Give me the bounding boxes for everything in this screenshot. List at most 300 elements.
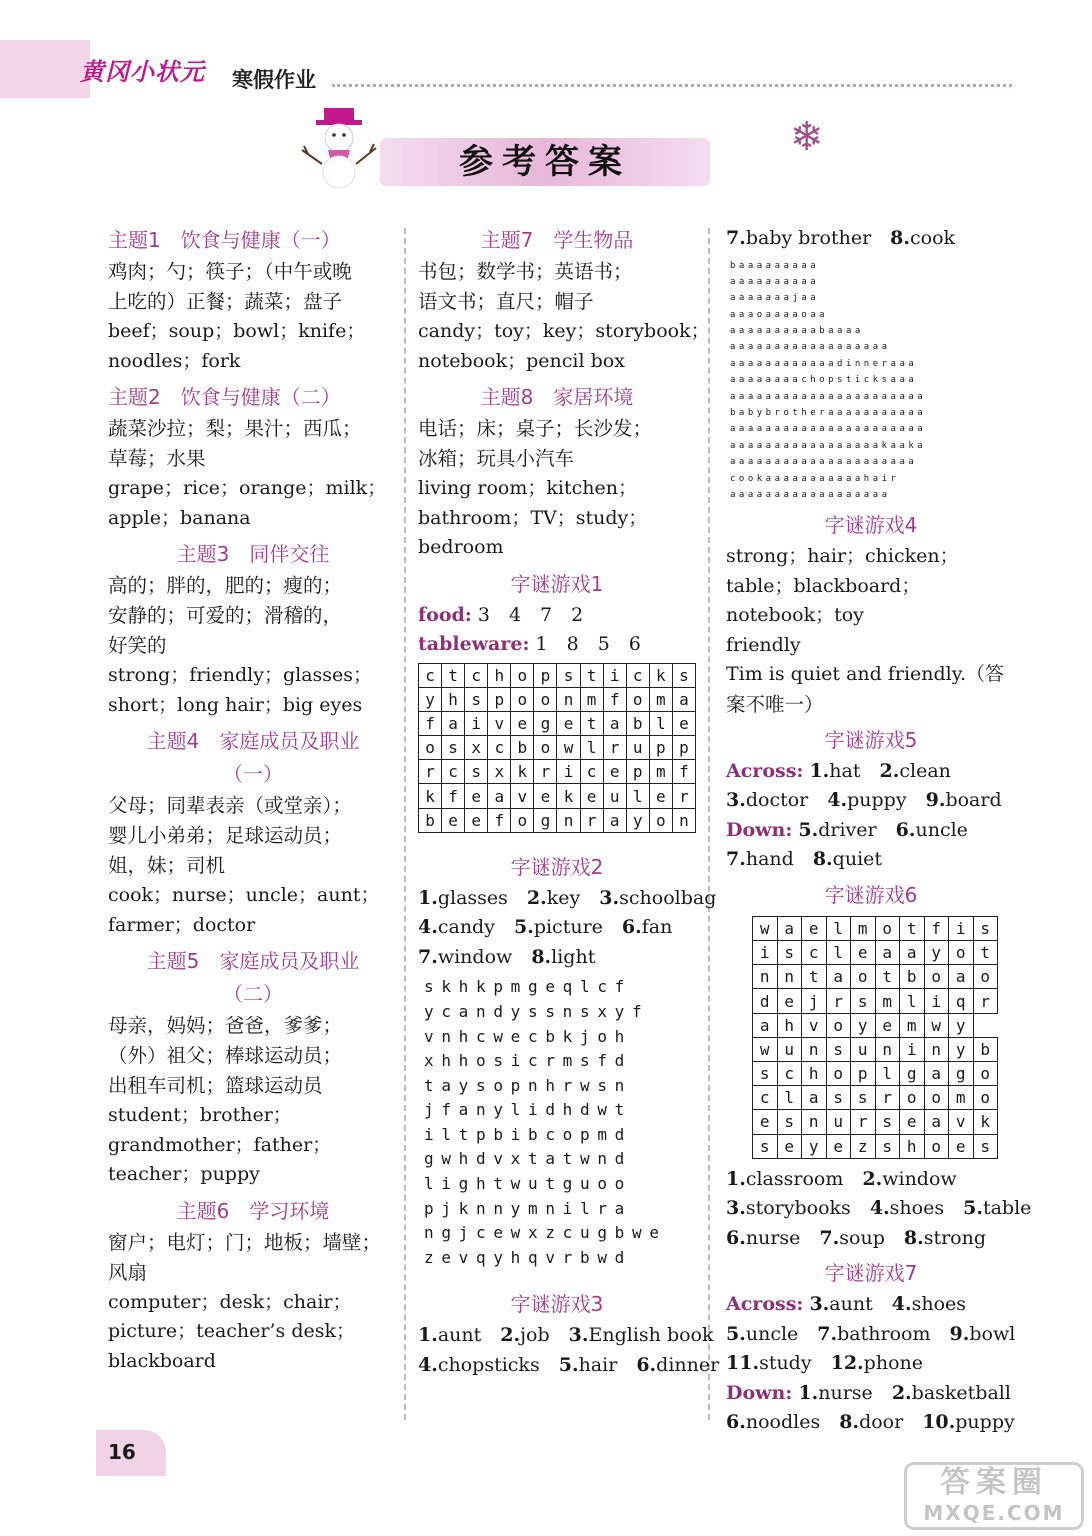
answer-line: table；blackboard；	[726, 574, 921, 597]
grid-row: aaaaaaaaaaaadinneraaa	[730, 358, 918, 369]
answer-line	[418, 943, 696, 973]
answer-line: strong；hair；chicken；	[726, 545, 959, 568]
grid-cell: s	[753, 1134, 778, 1158]
grid-cell: i	[557, 760, 580, 784]
grid-row: aaaaaaaaaaaaaaaaaa	[730, 342, 891, 353]
item-number: 2.	[500, 1324, 521, 1347]
watermark	[904, 1462, 1084, 1530]
grid-cell: a	[603, 808, 626, 832]
grid-cell: y	[924, 941, 949, 965]
answer-line	[418, 1321, 714, 1351]
grid-cell: o	[534, 687, 557, 711]
grid-cell: s	[557, 663, 580, 687]
item-answer: window	[882, 1167, 957, 1190]
grid-row	[419, 687, 696, 711]
grid-row: aaaaaaaaaaaaaaaaaa	[730, 489, 891, 500]
grid-row: aaaaaaaaaaaaaaaaaaaaa	[730, 457, 918, 468]
item-answer: storybooks	[745, 1197, 851, 1220]
grid-cell: o	[900, 1086, 925, 1110]
grid-row: vnhcwecbkjoh	[424, 1026, 632, 1046]
section-title: 主题8 家居环境	[480, 385, 634, 409]
grid-cell: f	[603, 687, 626, 711]
item-answer: key	[546, 886, 581, 909]
answer-line: strong；friendly；glasses；	[108, 664, 373, 686]
grid-cell: f	[924, 916, 949, 940]
answer-line: beef；soup；bowl；knife；	[108, 320, 366, 342]
grid-cell: i	[900, 1037, 925, 1061]
across-label: Across:	[726, 759, 804, 782]
grid-cell: d	[753, 989, 778, 1013]
grid-cell: e	[753, 1110, 778, 1134]
item-answer: door	[859, 1411, 904, 1434]
grid-cell: h	[900, 1134, 925, 1158]
grid-row: aaaaaaaaaaaaaaaaaaaaaa	[730, 391, 927, 402]
grid-cell: n	[777, 965, 802, 989]
item-answer: English book	[588, 1324, 714, 1347]
grid-cell: a	[802, 1086, 827, 1110]
grid-cell: i	[603, 663, 626, 687]
item-number: 8.	[839, 1411, 860, 1434]
grid-cell: e	[442, 808, 465, 832]
grid-cell: v	[802, 1013, 827, 1037]
grid-row: ycandyssnsxyf	[424, 1001, 650, 1021]
answer-line: candy；toy；key；storybook；	[418, 320, 710, 342]
item-answer: aunt	[437, 1324, 482, 1347]
item-number: 5.	[558, 1353, 579, 1376]
answer-line: noodles；fork	[108, 349, 241, 372]
grid-cell: c	[802, 941, 827, 965]
answer-line	[726, 1194, 1032, 1224]
tableware-label: tableware:	[418, 633, 530, 655]
item-number: 11.	[726, 1352, 760, 1375]
item-number: 8.	[531, 945, 552, 968]
item-number: 4.	[418, 1353, 438, 1376]
grid-cell: r	[851, 1110, 876, 1134]
puzzle-title: 字谜游戏2	[510, 854, 604, 879]
item-number: 5.	[963, 1197, 983, 1220]
grid-cell: e	[777, 989, 802, 1013]
item-number: 5.	[513, 916, 534, 939]
answer-line: student；brother；	[108, 1104, 292, 1126]
section-title: 主题3 同伴交往	[176, 542, 330, 566]
answer-line	[726, 1408, 1016, 1438]
item-number: 3.	[599, 886, 620, 909]
grid-cell: o	[626, 687, 649, 711]
grid-cell: s	[973, 916, 998, 940]
answer-line	[726, 224, 1016, 254]
grid-row	[753, 1061, 998, 1085]
grid-cell: f	[672, 760, 695, 784]
grid-cell: s	[875, 1110, 900, 1134]
item-answer: bowl	[969, 1322, 1016, 1345]
grid-row: gwhdvxtatwnd	[424, 1149, 632, 1169]
grid-row	[419, 808, 696, 832]
answer-line: apple；banana	[108, 506, 251, 529]
grid-cell: t	[580, 663, 603, 687]
grid-cell: r	[973, 989, 998, 1013]
grid-row	[753, 1134, 998, 1158]
answer-column-2	[418, 224, 720, 1380]
grid-row: taysopnhrwsn	[424, 1075, 632, 1095]
grid-cell: k	[649, 663, 672, 687]
grid-cell: o	[419, 736, 442, 760]
puzzle-title: 字谜游戏7	[824, 1261, 918, 1286]
answer-line	[798, 1382, 1011, 1404]
item-number: 7.	[817, 1322, 838, 1345]
grid-cell: t	[900, 916, 925, 940]
grid-cell: e	[465, 784, 488, 808]
item-answer: shoes	[911, 1293, 967, 1316]
answer-line: teacher；puppy	[108, 1163, 260, 1185]
grid-cell: u	[777, 1037, 802, 1061]
grid-cell: l	[875, 1061, 900, 1085]
item-number: 12.	[830, 1352, 864, 1375]
grid-cell: h	[488, 663, 511, 687]
item-answer: chopsticks	[437, 1353, 540, 1376]
answer-line: 姐，妹；司机	[108, 854, 226, 877]
grid-row	[753, 941, 998, 965]
item-number: 8.	[890, 227, 911, 249]
grid-cell: e	[511, 711, 534, 735]
section-subtitle: （二）	[223, 982, 283, 1006]
item-number: 2.	[891, 1381, 912, 1404]
grid-cell: e	[672, 711, 695, 735]
grid-cell: u	[626, 736, 649, 760]
answer-line: 窗户；电灯；门；地板；墙壁；	[108, 1230, 382, 1254]
answer-line	[726, 1349, 1016, 1379]
grid-cell: x	[488, 760, 511, 784]
answer-line: 鸡肉；勺；筷子；（中午或晚	[108, 260, 352, 283]
answer-line: computer；desk；chair；	[108, 1290, 352, 1313]
grid-row	[419, 736, 696, 760]
item-number: 1.	[418, 886, 438, 909]
item-number: 1.	[418, 1324, 438, 1347]
grid-cell: r	[672, 784, 695, 808]
answer-line	[726, 1165, 1016, 1195]
answer-line: 婴儿小弟弟；足球运动员；	[108, 824, 343, 847]
puzzle-title: 字谜游戏1	[510, 571, 604, 596]
answer-line: 语文书；直尺；帽子	[418, 290, 594, 313]
grid-cell: a	[924, 1110, 949, 1134]
item-number: 7.	[726, 848, 746, 871]
grid-cell: l	[900, 989, 925, 1013]
answer-line: short；long hair；big eyes	[108, 693, 363, 716]
section-title: 主题6 学习环境	[176, 1198, 330, 1223]
grid-cell: p	[851, 1061, 876, 1085]
grid-cell: o	[649, 808, 672, 832]
item-number: 8.	[812, 848, 833, 871]
answer-line: 冰箱；玩具小汽车	[418, 447, 575, 470]
grid-cell: c	[488, 736, 511, 760]
grid-cell: c	[626, 663, 649, 687]
grid-cell: e	[534, 784, 557, 808]
grid-cell: v	[511, 784, 534, 808]
answer-line	[418, 884, 717, 914]
grid-cell: t	[875, 965, 900, 989]
item-answer: soup	[839, 1226, 885, 1249]
column-divider	[708, 228, 710, 1420]
grid-cell: b	[626, 711, 649, 735]
item-answer: nurse	[818, 1381, 873, 1404]
grid-cell: p	[626, 760, 649, 784]
grid-cell: l	[826, 941, 851, 965]
item-answer: puppy	[847, 789, 907, 812]
item-answer: driver	[818, 818, 877, 841]
grid-cell: n	[802, 1110, 827, 1134]
column-divider	[404, 228, 406, 1420]
grid-row: aaaaaaaaaabaaaa	[730, 326, 864, 337]
answer-line: 风扇	[108, 1260, 148, 1284]
answer-line	[418, 1351, 720, 1381]
item-answer: hand	[745, 848, 794, 871]
grid-cell: v	[949, 1110, 974, 1134]
grid-cell: h	[802, 1061, 827, 1085]
across-label: Across:	[726, 1293, 804, 1316]
grid-row	[419, 711, 696, 735]
grid-row: aaaoaaaaoaa	[730, 309, 829, 320]
tableware-answer: 1 8 5 6	[535, 633, 641, 655]
item-answer: light	[551, 945, 596, 968]
item-number: 2.	[862, 1167, 883, 1190]
grid-cell: n	[672, 808, 695, 832]
answer-line: grape；rice；orange；milk；	[108, 477, 387, 499]
grid-cell: w	[557, 736, 580, 760]
watermark-text: 答案圈	[940, 1465, 1048, 1500]
grid-cell: b	[973, 1037, 998, 1061]
item-number: 2.	[879, 759, 900, 782]
grid-cell: m	[580, 687, 603, 711]
item-answer: puppy	[955, 1411, 1015, 1434]
item-number: 4.	[891, 1293, 912, 1316]
grid-cell: o	[826, 1061, 851, 1085]
grid-cell: a	[442, 711, 465, 735]
puzzle-title: 字谜游戏3	[510, 1292, 604, 1317]
grid-cell: c	[419, 663, 442, 687]
grid-cell: c	[465, 663, 488, 687]
grid-cell: e	[557, 711, 580, 735]
answer-line: blackboard	[108, 1349, 216, 1372]
item-answer: baby brother	[745, 227, 872, 249]
grid-cell: j	[802, 989, 827, 1013]
grid-cell: o	[924, 1134, 949, 1158]
answer-line: notebook；pencil box	[418, 349, 625, 372]
answer-line: cook；nurse；uncle；aunt；	[108, 884, 380, 906]
grid-row	[753, 916, 998, 940]
series-title: 寒假作业	[232, 68, 316, 92]
grid-cell: o	[924, 1086, 949, 1110]
item-answer: noodles	[745, 1411, 821, 1434]
grid-cell: p	[649, 736, 672, 760]
grid-cell: e	[949, 1134, 974, 1158]
item-answer: board	[945, 789, 1002, 812]
grid-row	[753, 1013, 998, 1037]
grid-row	[753, 1037, 998, 1061]
grid-row: skhkpmgeqlcf	[424, 977, 632, 997]
item-answer: quiet	[832, 848, 883, 871]
grid-cell: o	[511, 808, 534, 832]
grid-row: lightwutguoo	[424, 1174, 632, 1194]
grid-cell: c	[777, 1061, 802, 1085]
answer-line	[726, 1320, 1016, 1350]
grid-row: baaaaaaaaa	[730, 260, 820, 271]
grid-row: ngjcewxzcugbwe	[424, 1223, 667, 1243]
grid-cell: m	[649, 760, 672, 784]
grid-cell: o	[949, 941, 974, 965]
grid-cell: a	[603, 711, 626, 735]
grid-cell: b	[511, 736, 534, 760]
grid-cell: y	[949, 1037, 974, 1061]
item-answer: hat	[829, 759, 861, 782]
grid-cell: s	[826, 1037, 851, 1061]
grid-cell: s	[875, 1134, 900, 1158]
grid-row	[419, 760, 696, 784]
grid-cell: s	[442, 736, 465, 760]
grid-cell: l	[777, 1086, 802, 1110]
grid-cell: o	[851, 965, 876, 989]
grid-cell: v	[488, 711, 511, 735]
item-number: 3.	[726, 789, 746, 812]
answer-line	[809, 1293, 966, 1315]
grid-cell: e	[875, 1013, 900, 1037]
grid-cell: a	[826, 965, 851, 989]
grid-cell: r	[534, 760, 557, 784]
section-subtitle: （一）	[223, 762, 283, 786]
grid-cell: m	[875, 989, 900, 1013]
answer-line: picture；teacher’s desk；	[108, 1320, 355, 1342]
item-number: 7.	[726, 227, 746, 249]
item-number: 3.	[568, 1324, 589, 1347]
answer-line: living room；kitchen；	[418, 477, 637, 499]
grid-cell: a	[900, 941, 925, 965]
item-answer: candy	[437, 916, 495, 939]
grid-cell: h	[777, 1013, 802, 1037]
answer-line	[809, 760, 950, 782]
item-number: 6.	[895, 818, 916, 841]
item-answer: schoolbag	[619, 886, 717, 909]
answer-line: bathroom；TV；study；	[418, 506, 648, 529]
grid-cell: o	[511, 687, 534, 711]
watermark-url: MXQE.COM	[923, 1501, 1065, 1525]
grid-cell: t	[973, 941, 998, 965]
item-answer: picture	[533, 916, 603, 939]
grid-cell: s	[851, 989, 876, 1013]
grid-cell: y	[626, 808, 649, 832]
answer-line: 高的；胖的，肥的；瘦的；	[108, 574, 343, 597]
grid-cell: y	[419, 687, 442, 711]
grid-cell: g	[534, 808, 557, 832]
item-number: 4.	[418, 916, 438, 939]
item-number: 6.	[726, 1411, 746, 1434]
answer-line: friendly	[726, 633, 801, 656]
grid-row: jfanylidhdwt	[424, 1100, 632, 1120]
answer-line: farmer；doctor	[108, 913, 256, 936]
answer-line	[418, 913, 696, 943]
answer-line: bedroom	[418, 536, 504, 558]
grid-row	[753, 1086, 998, 1110]
item-number: 4.	[827, 789, 848, 812]
grid-cell: n	[875, 1037, 900, 1061]
header-band	[0, 40, 90, 98]
word-search-grid-1	[418, 663, 696, 833]
item-answer: table	[982, 1197, 1032, 1220]
grid-cell: s	[973, 1134, 998, 1158]
grid-row: iltpbibcopmd	[424, 1124, 632, 1144]
grid-cell: o	[973, 965, 998, 989]
grid-cell: s	[753, 1061, 778, 1085]
section-title: 主题5 家庭成员及职业	[146, 949, 360, 973]
grid-cell: w	[924, 1013, 949, 1037]
grid-cell: r	[826, 989, 851, 1013]
grid-cell: p	[488, 687, 511, 711]
grid-cell: y	[851, 1013, 876, 1037]
grid-cell: y	[949, 1013, 974, 1037]
grid-cell: l	[626, 784, 649, 808]
grid-cell: f	[419, 711, 442, 735]
grid-cell: k	[511, 760, 534, 784]
snowman-icon	[298, 106, 380, 190]
item-answer: study	[759, 1352, 812, 1375]
grid-cell: s	[672, 663, 695, 687]
grid-cell: c	[442, 760, 465, 784]
grid-row	[753, 989, 998, 1013]
answer-line	[726, 845, 1016, 875]
grid-cell: s	[777, 941, 802, 965]
item-number: 4.	[869, 1197, 890, 1220]
grid-cell: k	[419, 784, 442, 808]
grid-cell: a	[949, 965, 974, 989]
grid-cell: g	[900, 1061, 925, 1085]
grid-row: cookaaaaaaaaaaahair	[730, 473, 900, 484]
grid-cell: t	[442, 663, 465, 687]
grid-cell: o	[511, 663, 534, 687]
item-answer: fan	[641, 916, 673, 939]
item-answer: uncle	[745, 1322, 799, 1345]
answer-line: notebook；toy	[726, 604, 864, 627]
grid-row	[753, 965, 998, 989]
grid-cell: w	[753, 916, 778, 940]
grid-cell: a	[488, 784, 511, 808]
grid-cell: h	[442, 687, 465, 711]
grid-cell: q	[949, 989, 974, 1013]
item-number: 1.	[726, 1167, 746, 1190]
answer-line: 母亲，妈妈；爸爸，爹爹；	[108, 1014, 343, 1037]
grid-cell: n	[557, 687, 580, 711]
grid-cell: k	[557, 784, 580, 808]
grid-cell: f	[442, 784, 465, 808]
grid-cell: u	[826, 1110, 851, 1134]
word-search-grid-6	[752, 916, 998, 1159]
grid-cell: f	[488, 808, 511, 832]
grid-cell: e	[580, 784, 603, 808]
grid-cell: a	[753, 1013, 778, 1037]
grid-cell: u	[603, 784, 626, 808]
page-title: 参考答案	[459, 142, 631, 182]
grid-cell: e	[826, 1134, 851, 1158]
item-number: 8.	[903, 1226, 924, 1249]
grid-cell: p	[672, 736, 695, 760]
item-answer: shoes	[889, 1197, 945, 1220]
answer-line: 蔬菜沙拉；梨；果汁；西瓜；	[108, 417, 362, 440]
grid-cell: g	[534, 711, 557, 735]
grid-cell: b	[419, 808, 442, 832]
item-number: 3.	[726, 1197, 746, 1220]
grid-cell: s	[851, 1086, 876, 1110]
grid-cell: s	[465, 687, 488, 711]
answer-column-3	[726, 224, 1032, 1438]
grid-cell: n	[924, 1037, 949, 1061]
grid-cell: m	[851, 916, 876, 940]
answer-line: 案不唯一）	[726, 692, 824, 716]
